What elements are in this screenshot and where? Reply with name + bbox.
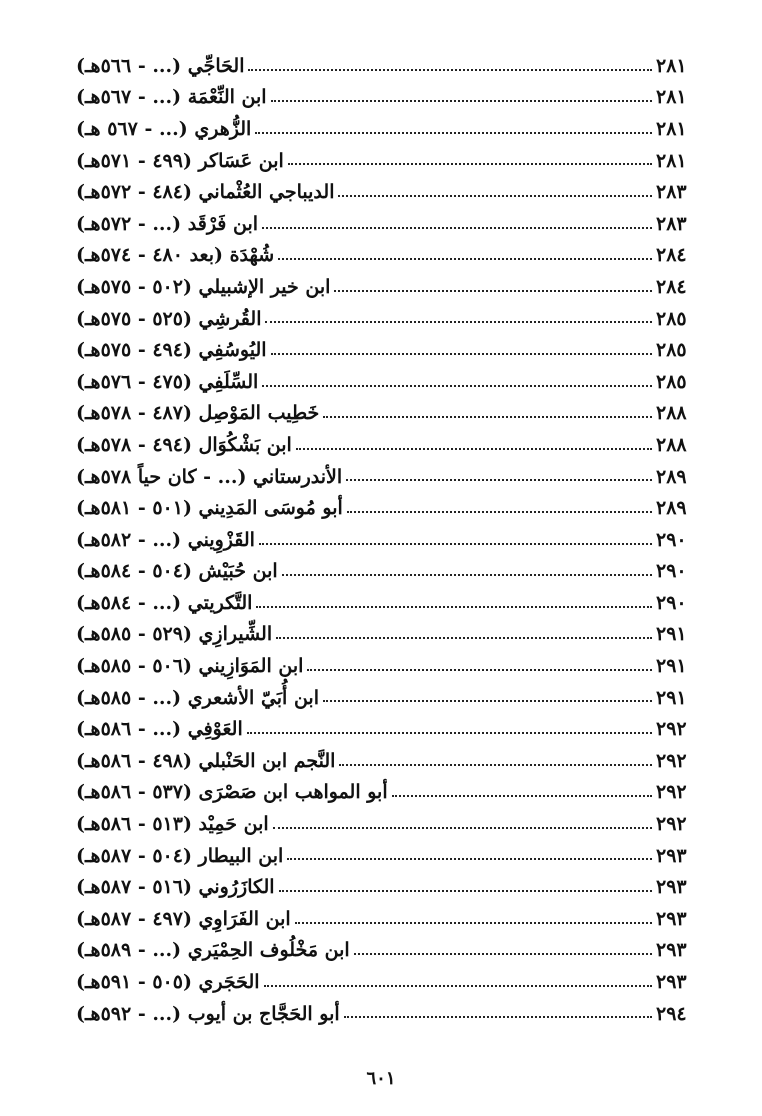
entry-title: الزُّهري (... - ٥٦٧ هـ) <box>76 117 252 140</box>
dot-leader <box>265 321 652 323</box>
dot-leader <box>278 258 652 260</box>
entry-title: أبو مُوسَى المَدِيني (٥٠١ - ٥٨١هـ) <box>76 497 343 520</box>
dot-leader <box>346 479 652 481</box>
toc-row <box>70 962 700 994</box>
dot-leader <box>276 637 652 639</box>
dot-leader <box>307 669 652 671</box>
entry-page-number: ٢٩٠ <box>656 560 687 583</box>
toc-row <box>70 931 700 963</box>
dot-leader <box>347 511 652 513</box>
table-of-contents <box>70 46 700 1025</box>
entry-page-number: ٢٩١ <box>656 686 687 709</box>
entry-title: ابن الفَرَاوِي (٤٩٧ - ٥٨٧هـ) <box>76 907 291 930</box>
dot-leader <box>323 700 652 702</box>
dot-leader <box>256 606 652 608</box>
dot-leader <box>288 163 652 165</box>
entry-page-number: ٢٨٤ <box>656 244 687 267</box>
entry-title: السِّلَفِي (٤٧٥ - ٥٧٦هـ) <box>76 370 259 393</box>
toc-row <box>70 804 700 836</box>
entry-page-number: ٢٩٤ <box>656 1002 687 1025</box>
entry-page-number: ٢٨٣ <box>656 212 687 235</box>
entry-page-number: ٢٨٥ <box>656 339 687 362</box>
toc-row <box>70 646 700 678</box>
entry-page-number: ٢٨٣ <box>656 181 687 204</box>
toc-row <box>70 741 700 773</box>
toc-row <box>70 236 700 268</box>
dot-leader <box>264 985 652 987</box>
entry-page-number: ٢٩٣ <box>656 939 687 962</box>
dot-leader <box>296 448 652 450</box>
toc-row <box>70 425 700 457</box>
entry-page-number: ٢٩٠ <box>656 591 687 614</box>
entry-title: القَزْوِيني (... - ٥٨٢هـ) <box>76 528 255 551</box>
toc-row <box>70 78 700 110</box>
dot-leader <box>273 827 652 829</box>
toc-row <box>70 141 700 173</box>
toc-row <box>70 867 700 899</box>
dot-leader <box>339 764 652 766</box>
dot-leader <box>323 416 652 418</box>
entry-page-number: ٢٩٣ <box>656 876 687 899</box>
toc-row <box>70 583 700 615</box>
dot-leader <box>338 195 652 197</box>
toc-row <box>70 330 700 362</box>
page-number: ٦٠١ <box>366 1068 396 1089</box>
entry-title: القُرشِي (٥٢٥ - ٥٧٥هـ) <box>76 307 262 330</box>
toc-row <box>70 46 700 78</box>
entry-title: النَّجم ابن الحَنْبلي (٤٩٨ - ٥٨٦هـ) <box>76 749 336 772</box>
dot-leader <box>259 543 652 545</box>
toc-row <box>70 362 700 394</box>
entry-page-number: ٢٨١ <box>656 86 687 109</box>
entry-page-number: ٢٨٥ <box>656 307 687 330</box>
toc-row <box>70 109 700 141</box>
entry-title: شُهْدَة (بعد ٤٨٠ - ٥٧٤هـ) <box>76 244 275 267</box>
entry-title: ابن خير الإشبيلي (٥٠٢ - ٥٧٥هـ) <box>76 275 331 298</box>
dot-leader <box>271 353 652 355</box>
entry-page-number: ٢٨٩ <box>656 497 687 520</box>
entry-title: ابن البيطار (٥٠٤ - ٥٨٧هـ) <box>76 844 284 867</box>
toc-row <box>70 520 700 552</box>
entry-page-number: ٢٩١ <box>656 623 687 646</box>
toc-row <box>70 773 700 805</box>
dot-leader <box>282 574 652 576</box>
dot-leader <box>248 69 652 71</box>
entry-page-number: ٢٩١ <box>656 655 687 678</box>
entry-title: ابن بَشْكُوَال (٤٩٤ - ٥٧٨هـ) <box>76 433 292 456</box>
entry-title: التَّكريتي (... - ٥٨٤هـ) <box>76 591 253 614</box>
entry-title: الحَاجِّي (... - ٥٦٦هـ) <box>76 54 245 77</box>
dot-leader <box>295 922 652 924</box>
entry-page-number: ٢٨١ <box>656 117 687 140</box>
dot-leader <box>255 132 652 134</box>
entry-title: خَطِيب المَوْصِل (٤٨٧ - ٥٧٨هـ) <box>76 402 320 425</box>
toc-row <box>70 552 700 584</box>
entry-page-number: ٢٩٣ <box>656 907 687 930</box>
entry-title: الأندرستاني (... - كان حياً ٥٧٨هـ) <box>76 465 343 488</box>
entry-title: العَوْفِي (... - ٥٨٦هـ) <box>76 718 243 741</box>
toc-row <box>70 172 700 204</box>
entry-title: الديباجي العُثْماني (٤٨٤ - ٥٧٢هـ) <box>76 181 335 204</box>
entry-page-number: ٢٩٢ <box>656 749 687 772</box>
toc-row <box>70 204 700 236</box>
entry-page-number: ٢٨١ <box>656 54 687 77</box>
toc-row <box>70 488 700 520</box>
entry-page-number: ٢٨٤ <box>656 275 687 298</box>
entry-page-number: ٢٨١ <box>656 149 687 172</box>
dot-leader <box>247 732 652 734</box>
entry-page-number: ٢٩٢ <box>656 813 687 836</box>
dot-leader <box>334 290 652 292</box>
toc-row <box>70 267 700 299</box>
entry-title: الكازَرُوني (٥١٦ - ٥٨٧هـ) <box>76 876 275 899</box>
dot-leader <box>271 100 652 102</box>
entry-title: ابن فَرْقَد (... - ٥٧٢هـ) <box>76 212 259 235</box>
entry-title: ابن أُبَيّ الأشعري (... - ٥٨٥هـ) <box>76 686 319 709</box>
dot-leader <box>262 385 652 387</box>
dot-leader <box>279 890 652 892</box>
entry-page-number: ٢٩٠ <box>656 528 687 551</box>
entry-title: ابن المَوَازِيني (٥٠٦ - ٥٨٥هـ) <box>76 655 304 678</box>
toc-row <box>70 457 700 489</box>
toc-row <box>70 394 700 426</box>
toc-row <box>70 678 700 710</box>
entry-title: الشِّيرازِي (٥٢٩ - ٥٨٥هـ) <box>76 623 273 646</box>
entry-page-number: ٢٨٩ <box>656 465 687 488</box>
toc-row <box>70 709 700 741</box>
entry-title: ابن عَسَاكر (٤٩٩ - ٥٧١هـ) <box>76 149 284 172</box>
entry-title: اليُوسُفِي (٤٩٤ - ٥٧٥هـ) <box>76 339 267 362</box>
entry-page-number: ٢٩٣ <box>656 971 687 994</box>
dot-leader <box>354 953 652 955</box>
toc-row <box>70 615 700 647</box>
toc-row <box>70 299 700 331</box>
dot-leader <box>262 227 652 229</box>
entry-title: ابن حَمِيْد (٥١٣ - ٥٨٦هـ) <box>76 813 269 836</box>
dot-leader <box>392 795 652 797</box>
entry-page-number: ٢٩٣ <box>656 844 687 867</box>
dot-leader <box>344 1016 652 1018</box>
entry-page-number: ٢٨٥ <box>656 370 687 393</box>
entry-title: أبو الحَجَّاج بن أيوب (... - ٥٩٢هـ) <box>76 1002 340 1025</box>
entry-title: الحَجَري (٥٠٥ - ٥٩١هـ) <box>76 971 260 994</box>
toc-row <box>70 994 700 1026</box>
entry-page-number: ٢٩٢ <box>656 781 687 804</box>
entry-page-number: ٢٩٢ <box>656 718 687 741</box>
entry-title: أبو المواهب ابن صَصْرَى (٥٣٧ - ٥٨٦هـ) <box>76 781 388 804</box>
entry-title: ابن مَخْلُوف الحِمْيَري (... - ٥٨٩هـ) <box>76 939 350 962</box>
toc-row <box>70 836 700 868</box>
dot-leader <box>287 858 652 860</box>
toc-row <box>70 899 700 931</box>
entry-page-number: ٢٨٨ <box>656 433 687 456</box>
entry-page-number: ٢٨٨ <box>656 402 687 425</box>
entry-title: ابن حُبَيْش (٥٠٤ - ٥٨٤هـ) <box>76 560 278 583</box>
entry-title: ابن النِّعْمَة (... - ٥٦٧هـ) <box>76 86 267 109</box>
